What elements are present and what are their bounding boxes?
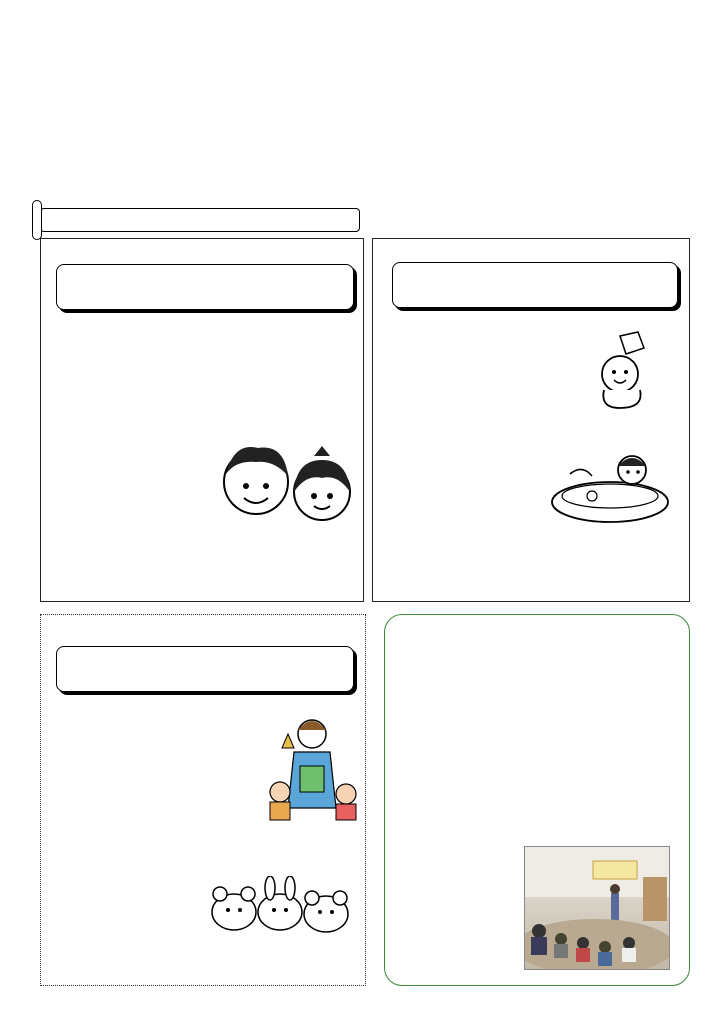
health-course-title: [392, 262, 678, 308]
section-banner: [40, 208, 360, 232]
children-illustration-icon: [214, 438, 364, 524]
scroll-ornament-icon: [32, 200, 42, 240]
money-course-title: [56, 264, 354, 310]
event-photo-scene: [525, 847, 670, 970]
storyteller-illustration-icon: [264, 712, 360, 824]
issue-info: [455, 82, 463, 100]
animal-friends-illustration-icon: [206, 876, 354, 942]
story-event-title: [56, 646, 354, 692]
event-photo: [524, 846, 670, 970]
pool-child-illustration-icon: [548, 452, 674, 528]
baby-with-fan-icon: [590, 330, 674, 412]
